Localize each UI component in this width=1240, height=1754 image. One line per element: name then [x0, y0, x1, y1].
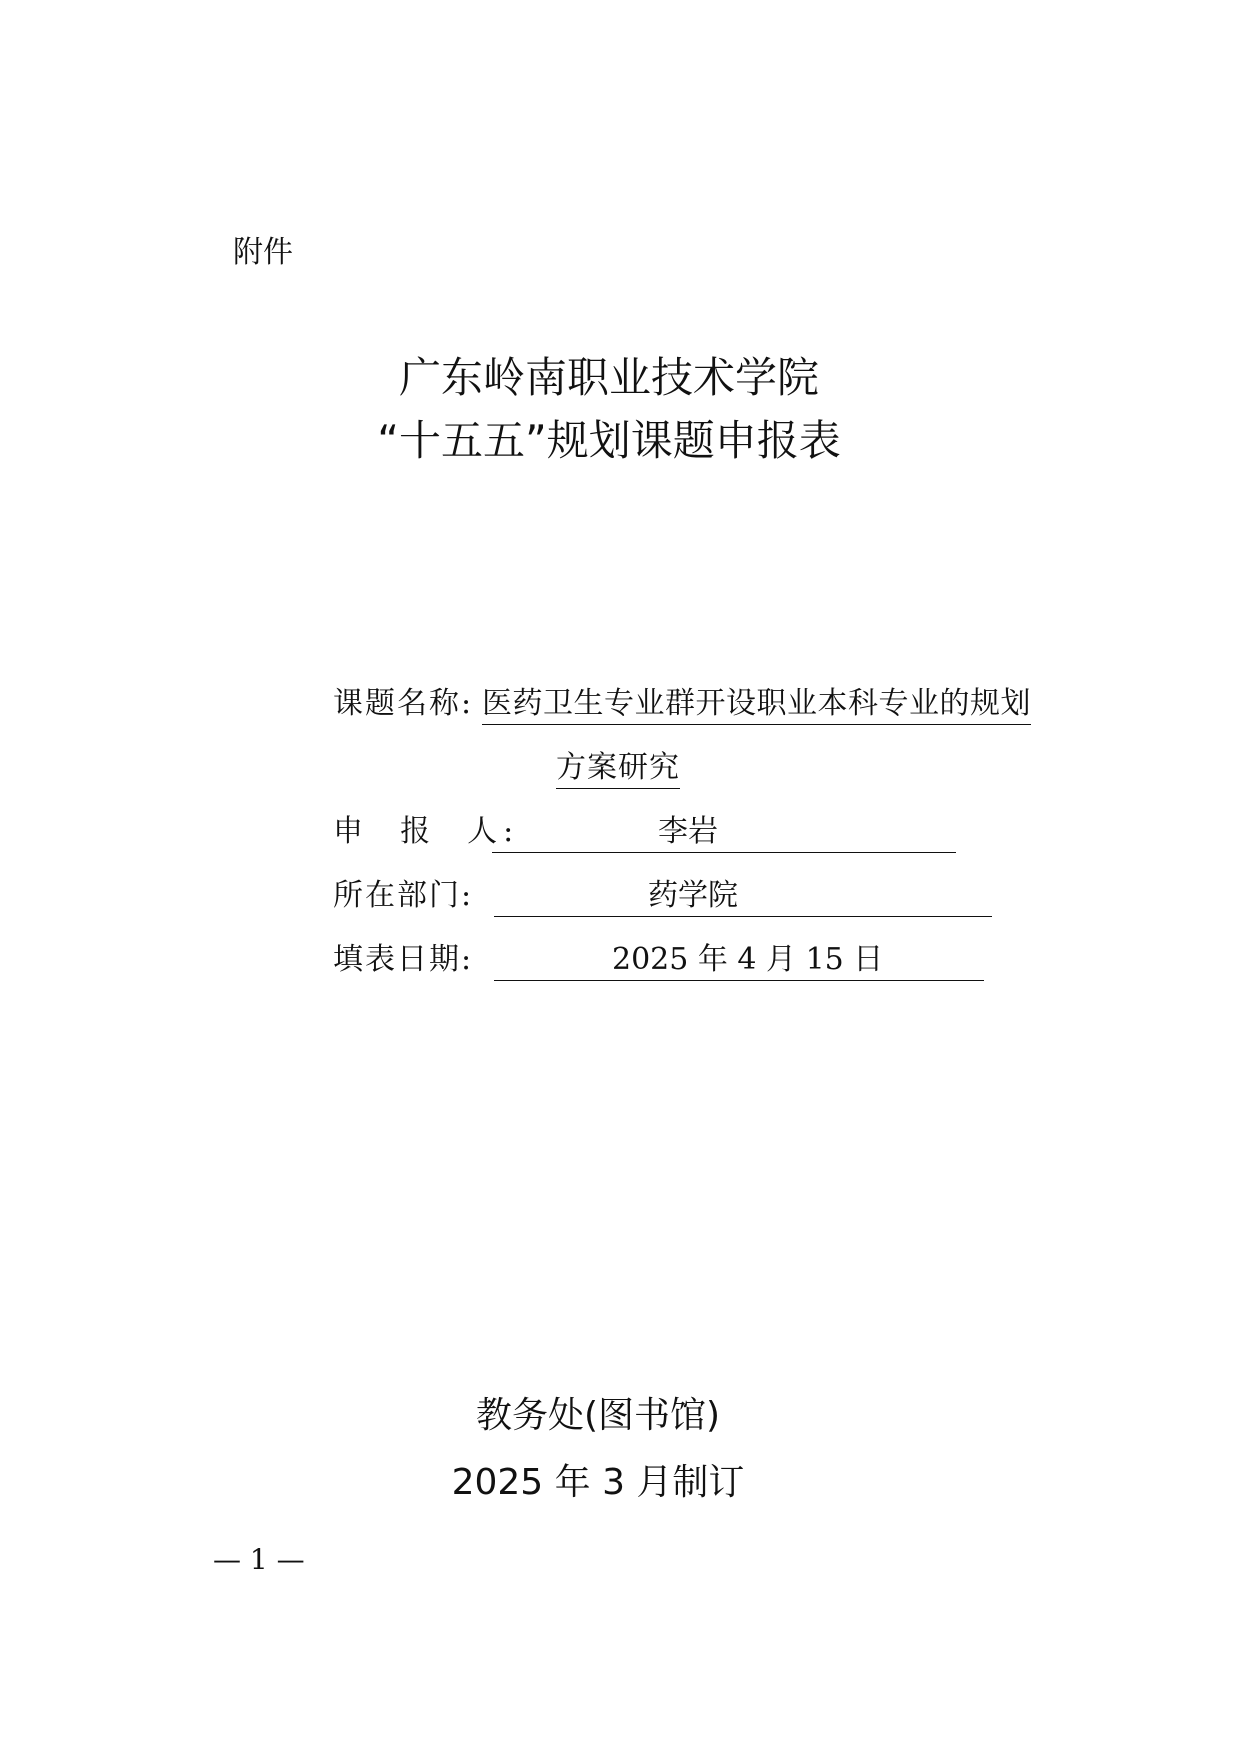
applicant-value: 李岩 — [658, 814, 718, 849]
department-label: 所在部门: — [333, 878, 474, 913]
form-title-line-1: 广东岭南职业技术学院 — [398, 353, 819, 402]
issuer-name: 教务处(图书馆) — [475, 1395, 721, 1436]
date-label: 填表日期: — [333, 942, 474, 977]
form-title-line-2: “十五五”规划课题申报表 — [377, 416, 841, 465]
topic-value-line-2: 方案研究 — [556, 748, 680, 789]
page-number: — 1 — — [213, 1543, 305, 1576]
attachment-label: 附件 — [233, 235, 293, 270]
applicant-underline — [492, 812, 956, 853]
department-value: 药学院 — [648, 878, 738, 913]
topic-label: 课题名称: — [333, 686, 474, 721]
date-value: 2025 年 4 月 15 日 — [612, 942, 884, 977]
issuer-date: 2025 年 3 月制订 — [451, 1462, 745, 1503]
department-underline — [494, 876, 992, 917]
applicant-label-text: 申 报 人: — [333, 814, 520, 849]
topic-value-line-1: 医药卫生专业群开设职业本科专业的规划 — [482, 684, 1031, 725]
